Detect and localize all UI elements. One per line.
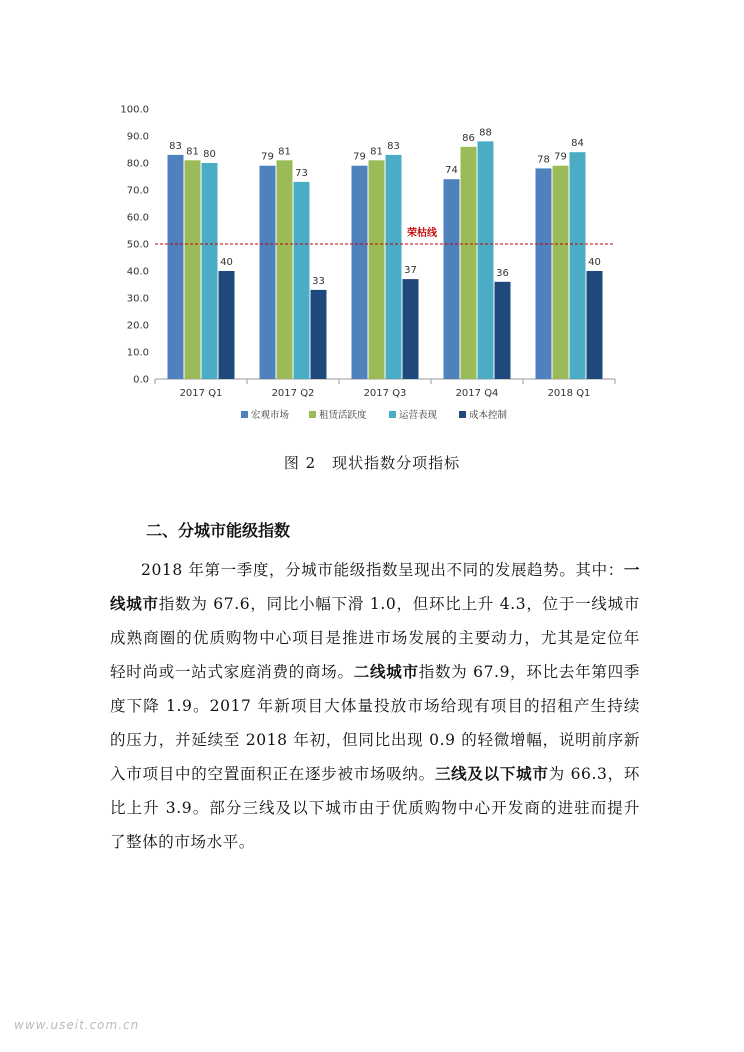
figure-caption: 图 2 现状指数分项指标 — [283, 454, 461, 472]
legend-label: 运营表现 — [399, 410, 438, 421]
data-label: 40 — [588, 257, 601, 268]
bold-term: 三线及以下城市 — [434, 765, 549, 783]
data-label: 79 — [261, 151, 274, 163]
legend-label: 租赁活跃度 — [319, 410, 367, 421]
y-tick-label: 40.0 — [126, 266, 149, 278]
bar-4 — [219, 271, 235, 379]
data-label: 84 — [571, 138, 584, 150]
y-tick-label: 70.0 — [126, 185, 149, 197]
body-text — [110, 553, 640, 859]
data-label: 80 — [203, 149, 216, 160]
bold-term: 二线城市 — [353, 663, 419, 681]
bar-1 — [352, 166, 368, 379]
bar-1 — [444, 179, 460, 379]
bar-2 — [369, 160, 385, 379]
x-tick-label: 2017 Q4 — [455, 388, 499, 399]
y-tick-label: 80.0 — [126, 158, 149, 170]
watermark: www.useit.com.cn — [14, 1018, 140, 1032]
bar-4 — [495, 282, 511, 379]
bold-term: 一线城市 — [110, 561, 640, 613]
data-label: 81 — [278, 146, 291, 158]
data-label: 33 — [312, 275, 325, 287]
y-tick-label: 0.0 — [133, 374, 149, 386]
chart-svg — [110, 96, 640, 436]
data-label: 79 — [353, 151, 366, 163]
bar-1 — [536, 168, 552, 379]
data-label: 36 — [496, 267, 509, 279]
paragraph — [110, 553, 640, 859]
legend-swatch — [241, 411, 248, 418]
y-tick-label: 30.0 — [126, 293, 149, 305]
data-label: 81 — [370, 146, 383, 158]
y-tick-label: 60.0 — [126, 212, 149, 224]
data-label: 37 — [404, 265, 417, 277]
bar-4 — [311, 290, 327, 379]
data-label: 88 — [479, 127, 492, 139]
x-tick-label: 2017 Q2 — [271, 388, 315, 399]
text-run: 指数为 67.6，同比小幅下滑 1.0，但环比上升 4.3，位于一线城市成熟商圈的优质购物中心项目是推进市场发展的主要动力，尤其是定位年轻时尚或一站式家庭消费的商场。 — [110, 595, 640, 681]
bar-3 — [202, 163, 218, 379]
bar-chart — [110, 96, 640, 436]
section-title: 二、分城市能级指数 — [146, 521, 291, 540]
x-tick-label: 2018 Q1 — [547, 388, 591, 399]
data-label: 74 — [445, 165, 458, 177]
y-tick-label: 90.0 — [126, 131, 149, 143]
bar-4 — [403, 279, 419, 379]
bar-3 — [294, 182, 310, 379]
x-tick-label: 2017 Q3 — [363, 388, 407, 399]
bar-3 — [386, 155, 402, 379]
y-tick-label: 20.0 — [126, 320, 149, 332]
y-tick-label: 10.0 — [126, 347, 149, 359]
bar-3 — [478, 141, 494, 379]
text-run: 2018 年第一季度，分城市能级指数呈现出不同的发展趋势。其中： — [141, 561, 624, 579]
bar-2 — [553, 166, 569, 379]
data-label: 40 — [220, 257, 233, 268]
legend-swatch — [389, 411, 396, 418]
bar-2 — [277, 160, 293, 379]
bar-1 — [260, 166, 276, 379]
data-label: 81 — [186, 146, 199, 158]
reference-line-label: 荣枯线 — [407, 228, 437, 239]
bar-1 — [168, 155, 184, 379]
y-tick-label: 100.0 — [120, 104, 149, 116]
data-label: 73 — [295, 167, 308, 179]
legend-label: 宏观市场 — [251, 410, 290, 421]
data-label: 83 — [387, 140, 400, 152]
x-tick-label: 2017 Q1 — [179, 388, 223, 399]
data-label: 83 — [169, 140, 182, 152]
data-label: 86 — [462, 132, 475, 144]
data-label: 78 — [537, 154, 550, 166]
legend-swatch — [459, 411, 466, 418]
bar-2 — [461, 147, 477, 379]
data-label: 79 — [554, 151, 567, 163]
text-run: 为 66.3，环比上升 3.9。部分三线及以下城市由于优质购物中心开发商的进驻而提升了整体的市场水平。 — [110, 765, 640, 851]
legend-swatch — [309, 411, 316, 418]
y-tick-label: 50.0 — [126, 239, 149, 251]
bar-4 — [587, 271, 603, 379]
bar-3 — [570, 152, 586, 379]
legend-label: 成本控制 — [469, 410, 508, 421]
bar-2 — [185, 160, 201, 379]
text-run: 指数为 67.9，环比去年第四季度下降 1.9。2017 年新项目大体量投放市场给现有项目的招租产生持续的压力，并延续至 2018 年初，但同比出现 0.9 的轻微增幅，说明前序新入市项目中的空置面积正在逐步被市场吸纳。 — [110, 663, 640, 783]
